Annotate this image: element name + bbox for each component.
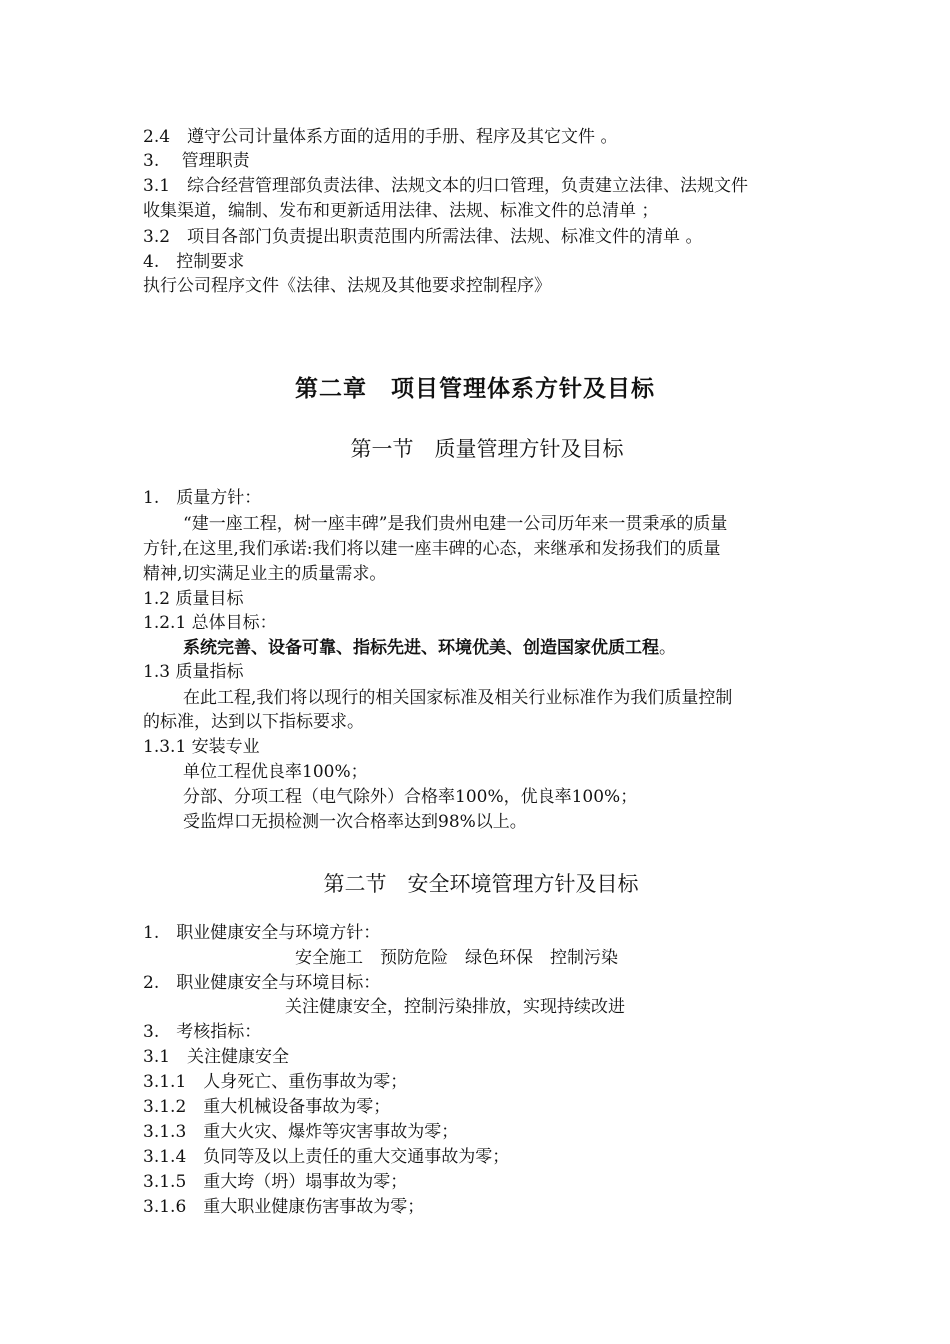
- text-line: 2.4 遵守公司计量体系方面的适用的手册、程序及其它文件 。: [143, 127, 618, 147]
- text-line: 关注健康安全，控制污染排放，实现持续改进: [285, 997, 625, 1017]
- text-line: 方针,在这里,我们承诺:我们将以建一座丰碑的心态，来继承和发扬我们的质量: [143, 539, 721, 559]
- text-line: 2. 职业健康安全与环境目标：: [143, 973, 381, 993]
- section-title-quality: 第一节 质量管理方针及目标: [350, 437, 624, 461]
- text-line: 1.3 质量指标: [143, 662, 244, 682]
- text-line: 3.1.4 负同等及以上责任的重大交通事故为零；: [143, 1147, 510, 1167]
- text-line: 4. 控制要求: [143, 252, 245, 272]
- text-line: 1.2.1 总体目标：: [143, 613, 277, 633]
- text-line: 单位工程优良率100%；: [183, 762, 368, 782]
- text-line: 3.2 项目各部门负责提出职责范围内所需法律、法规、标准文件的清单 。: [143, 227, 703, 247]
- text-line: 在此工程,我们将以现行的相关国家标准及相关行业标准作为我们质量控制: [183, 688, 733, 708]
- text-line: 3.1.5 重大垮（坍）塌事故为零；: [143, 1172, 408, 1192]
- text-line: 3.1.2 重大机械设备事故为零；: [143, 1097, 391, 1117]
- quality-goal-period: 。: [659, 638, 676, 658]
- text-line: 收集渠道，编制、发布和更新适用法律、法规、标准文件的总清单 ；: [143, 201, 659, 221]
- chapter-title: 第二章 项目管理体系方针及目标: [295, 376, 655, 402]
- text-line: 3.1.3 重大火灾、爆炸等灾害事故为零；: [143, 1122, 459, 1142]
- text-line: 精神,切实满足业主的质量需求。: [143, 564, 387, 584]
- text-line: 执行公司程序文件《法律、法规及其他要求控制程序》: [143, 276, 551, 296]
- text-line: 1.3.1 安装专业: [143, 737, 260, 757]
- quality-goal-bold: 系统完善、设备可靠、指标先进、环境优美、创造国家优质工程: [183, 638, 659, 658]
- text-line: 安全施工 预防危险 绿色环保 控制污染: [295, 948, 618, 968]
- text-line: 受监焊口无损检测一次合格率达到98%以上。: [183, 812, 527, 832]
- text-line: 3. 考核指标：: [143, 1022, 262, 1042]
- text-line: 3.1 综合经营管理部负责法律、法规文本的归口管理，负责建立法律、法规文件: [143, 176, 749, 196]
- text-line: 的标准，达到以下指标要求。: [143, 712, 364, 732]
- quality-goal-line: [183, 636, 676, 660]
- section-title-safety: 第二节 安全环境管理方针及目标: [323, 872, 639, 896]
- text-line: 1. 职业健康安全与环境方针：: [143, 923, 381, 943]
- text-line: 分部、分项工程（电气除外）合格率100%，优良率100%；: [183, 787, 638, 807]
- text-line: 3.1.1 人身死亡、重伤事故为零；: [143, 1072, 408, 1092]
- text-line: 1.2 质量目标: [143, 589, 244, 609]
- text-line: 3. 管理职责: [143, 151, 250, 171]
- text-line: 1. 质量方针：: [143, 488, 262, 508]
- text-line: “建一座工程，树一座丰碑”是我们贵州电建一公司历年来一贯秉承的质量: [183, 514, 728, 534]
- text-line: 3.1 关注健康安全: [143, 1047, 290, 1067]
- text-line: 3.1.6 重大职业健康伤害事故为零；: [143, 1197, 425, 1217]
